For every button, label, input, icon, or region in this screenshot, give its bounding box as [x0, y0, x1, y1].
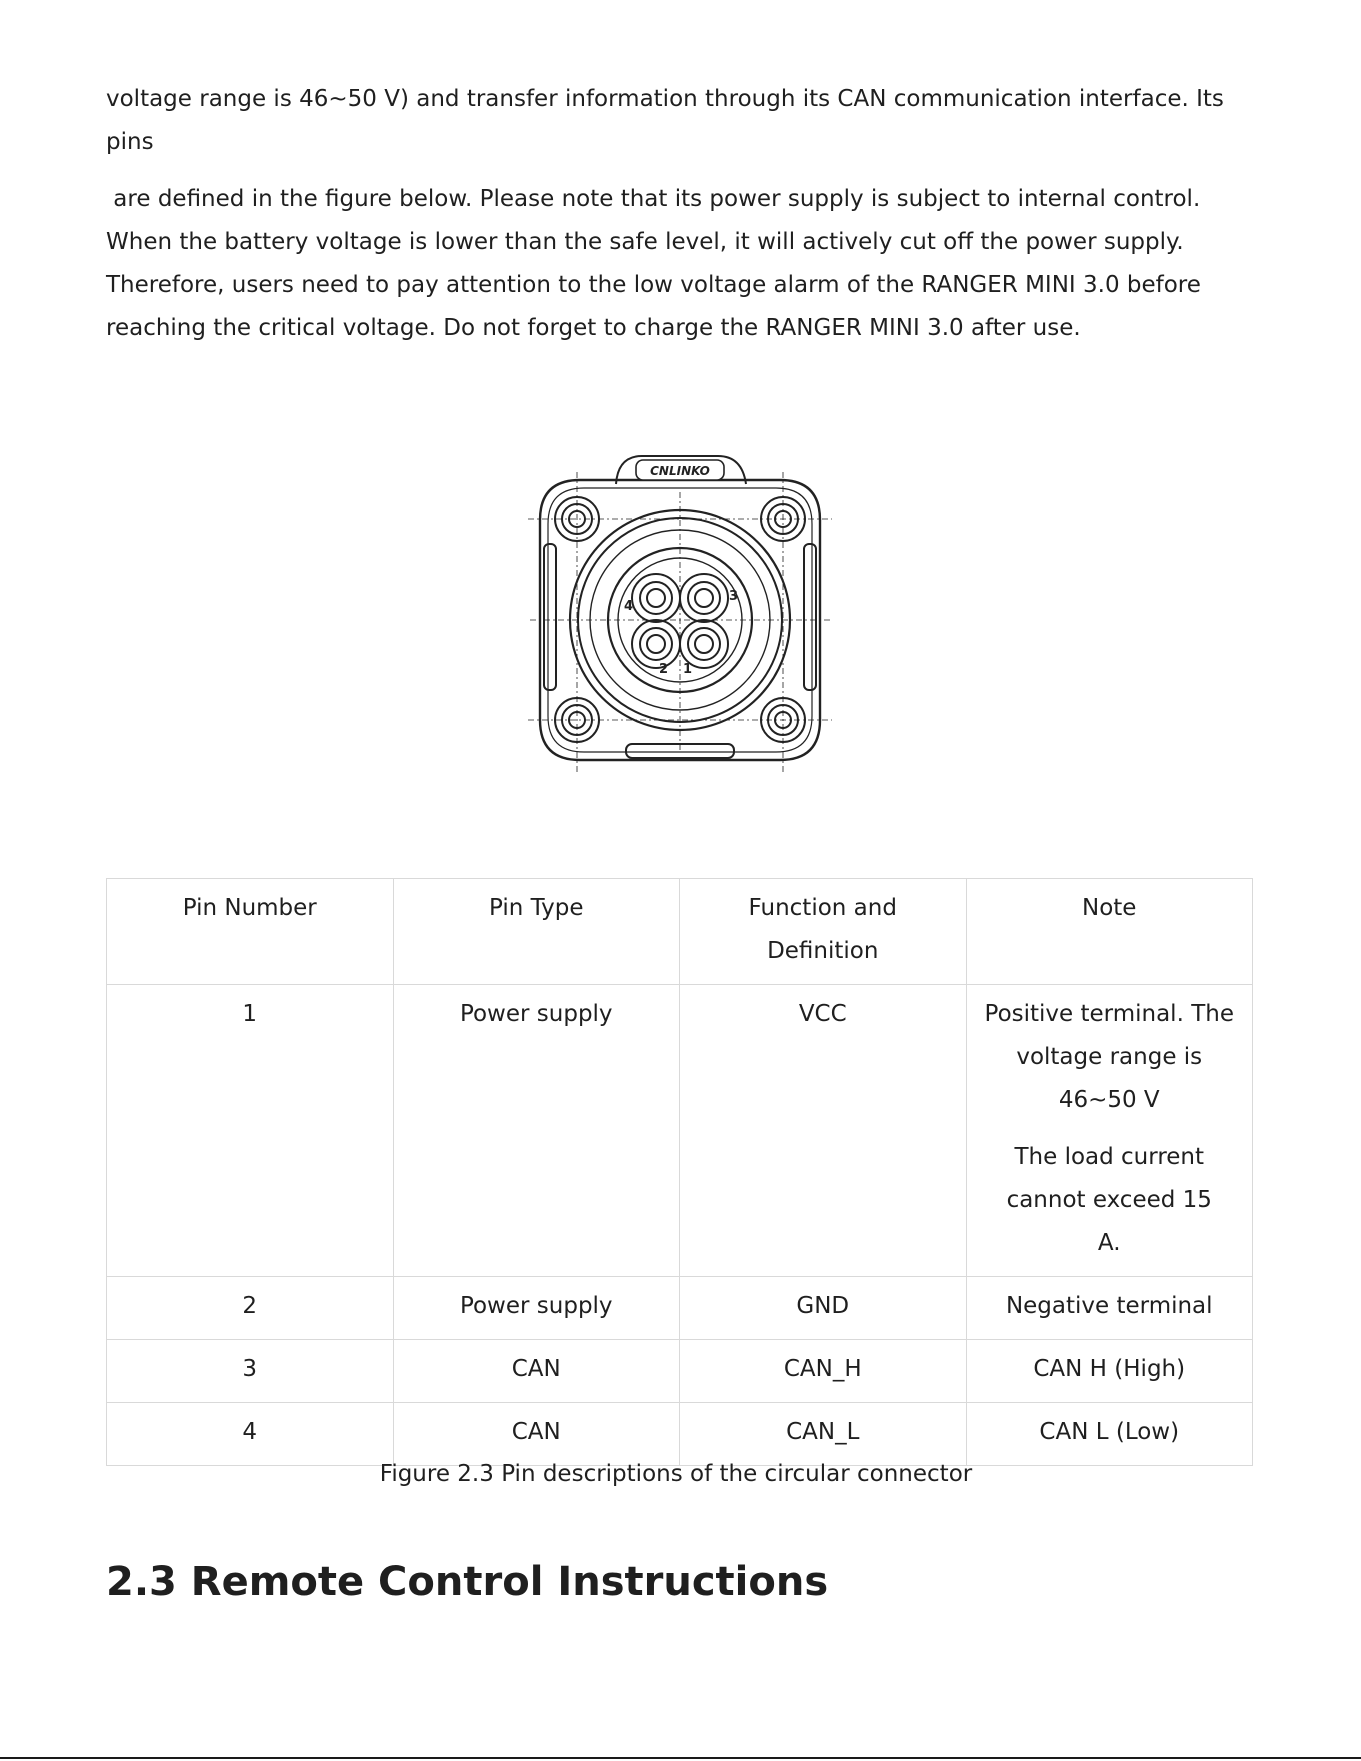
cell-function: CAN_L	[680, 1403, 967, 1466]
pin-label-1: 1	[683, 662, 693, 677]
header-note: Note	[966, 879, 1253, 985]
table-row	[107, 985, 1253, 1277]
cell-type: CAN	[393, 1340, 680, 1403]
table-row	[107, 1277, 1253, 1340]
text-line: voltage range is 46~50 V) and transfer information through its CAN communication interface. Its	[106, 86, 1224, 112]
table-header-row	[107, 879, 1253, 985]
pin-label-3: 3	[729, 589, 739, 604]
cell-note: CAN H (High)	[966, 1340, 1253, 1403]
cell-note: Negative terminal	[966, 1277, 1253, 1340]
cell-type: Power supply	[393, 1277, 680, 1340]
description-paragraph	[106, 178, 1256, 350]
cell-type: Power supply	[393, 985, 680, 1277]
cell-note	[966, 985, 1253, 1277]
cell-pin: 3	[107, 1340, 394, 1403]
pin-label-4: 4	[624, 599, 634, 614]
cell-function: VCC	[680, 985, 967, 1277]
header-pin-type: Pin Type	[393, 879, 680, 985]
cell-type: CAN	[393, 1403, 680, 1466]
brand-logo-text: CNLINKO	[650, 464, 710, 478]
text-line: reaching the critical voltage. Do not forget to charge the RANGER MINI 3.0 after use.	[106, 315, 1081, 341]
cell-function: CAN_H	[680, 1340, 967, 1403]
text-line: are defined in the figure below. Please note that its power supply is subject to internal control.	[106, 186, 1201, 212]
intro-paragraph	[106, 78, 1256, 164]
pin-label-2: 2	[659, 662, 669, 677]
note-text: The load current cannot exceed 15 A.	[1006, 1144, 1212, 1256]
cell-pin: 1	[107, 985, 394, 1277]
cell-function: GND	[680, 1277, 967, 1340]
cell-note: CAN L (Low)	[966, 1403, 1253, 1466]
note-text: Positive terminal. The voltage range is 46~50 V	[984, 1001, 1234, 1113]
circular-connector-diagram	[520, 452, 840, 782]
header-function-label: Function and Definition	[748, 895, 897, 964]
page-bottom-rule	[0, 1757, 1361, 1759]
cell-pin: 4	[107, 1403, 394, 1466]
table-row	[107, 1340, 1253, 1403]
text-line: When the battery voltage is lower than the safe level, it will actively cut off the power supply.	[106, 229, 1184, 255]
header-pin-number: Pin Number	[107, 879, 394, 985]
text-line: Therefore, users need to pay attention to the low voltage alarm of the RANGER MINI 3.0 before	[106, 272, 1201, 298]
header-function	[680, 879, 967, 985]
figure-caption: Figure 2.3 Pin descriptions of the circular connector	[379, 1461, 973, 1487]
pin-description-table	[106, 878, 1253, 1466]
cell-pin: 2	[107, 1277, 394, 1340]
section-heading: 2.3 Remote Control Instructions	[106, 1559, 829, 1605]
text-line: pins	[106, 129, 154, 155]
